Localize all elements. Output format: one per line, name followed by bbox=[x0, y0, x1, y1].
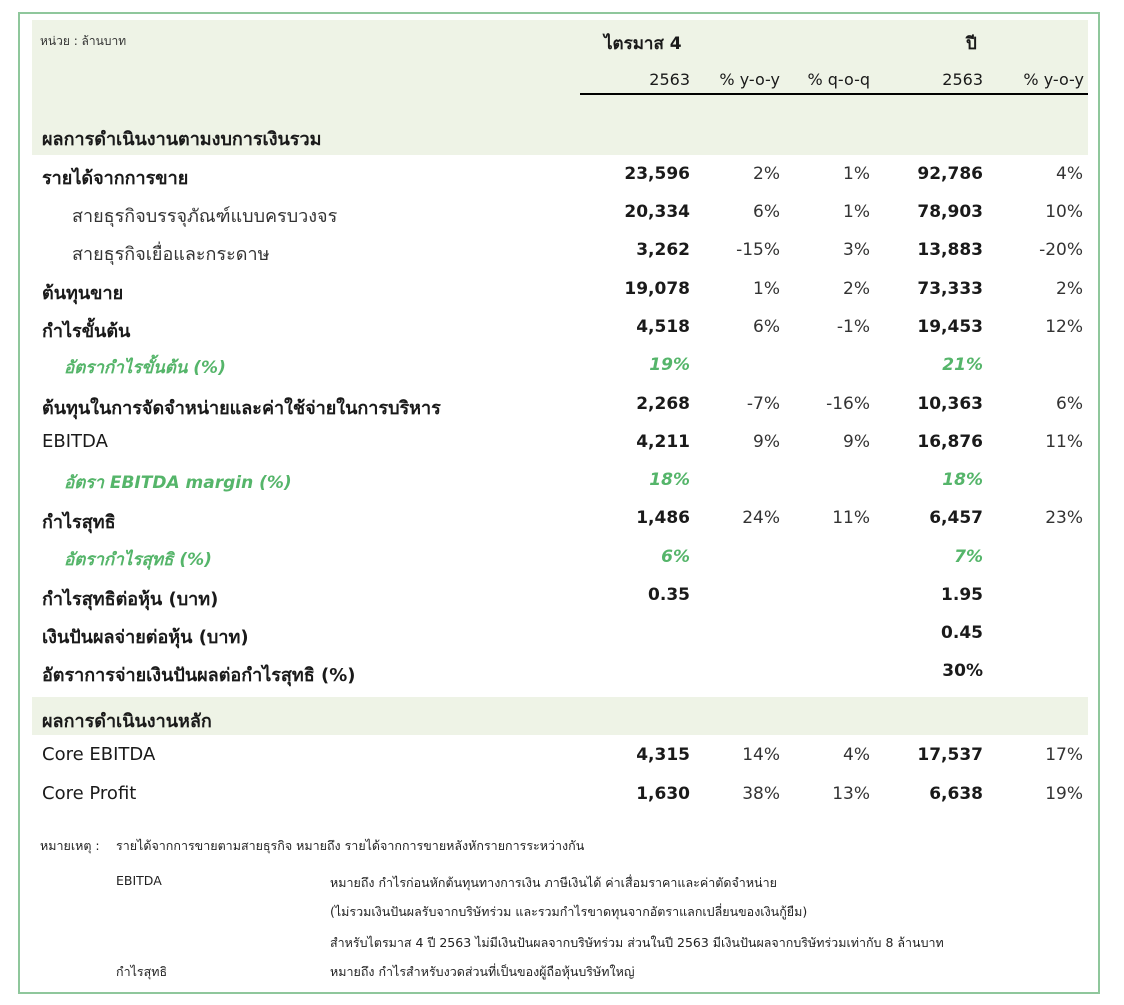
section-title-consolidated: ผลการดำเนินงานตามงบการเงินรวม bbox=[42, 129, 322, 150]
cell-value: 6,638 bbox=[929, 784, 983, 804]
col-header-y-yoy: % y-o-y bbox=[1023, 70, 1084, 89]
header-year: ปี bbox=[966, 34, 977, 54]
row-label: สายธุรกิจเยื่อและกระดาษ bbox=[72, 244, 270, 265]
row-label: กำไรสุทธิ bbox=[42, 512, 116, 533]
cell-value: 1,630 bbox=[636, 784, 690, 804]
cell-value: -16% bbox=[826, 394, 870, 414]
cell-value: 78,903 bbox=[917, 202, 983, 222]
cell-value: 23,596 bbox=[624, 164, 690, 184]
cell-value: 13,883 bbox=[917, 240, 983, 260]
cell-value: 3% bbox=[843, 240, 870, 260]
cell-value: 9% bbox=[843, 432, 870, 452]
cell-value: 19,453 bbox=[917, 317, 983, 337]
row-label: อัตราการจ่ายเงินปันผลต่อกำไรสุทธิ (%) bbox=[42, 665, 356, 686]
cell-value: 6% bbox=[1056, 394, 1083, 414]
col-header-q-yoy: % y-o-y bbox=[719, 70, 780, 89]
row-label: สายธุรกิจบรรจุภัณฑ์แบบครบวงจร bbox=[72, 206, 338, 227]
cell-value: 1.95 bbox=[941, 585, 983, 605]
row-label: รายได้จากการขาย bbox=[42, 168, 189, 189]
cell-value: 6% bbox=[753, 317, 780, 337]
cell-value: 1% bbox=[843, 164, 870, 184]
cell-value: 24% bbox=[742, 508, 780, 528]
cell-value: 23% bbox=[1045, 508, 1083, 528]
row-label: ต้นทุนขาย bbox=[42, 283, 124, 304]
cell-value: 1% bbox=[753, 279, 780, 299]
cell-value: -7% bbox=[746, 394, 780, 414]
row-label: เงินปันผลจ่ายต่อหุ้น (บาท) bbox=[42, 627, 249, 648]
cell-value: 6% bbox=[753, 202, 780, 222]
cell-value: 21% bbox=[942, 355, 983, 375]
cell-value: 19,078 bbox=[624, 279, 690, 299]
note-ebitda-def-1: หมายถึง กำไรก่อนหักต้นทุนทางการเงิน ภาษีเงินได้ ค่าเสื่อมราคาและค่าตัดจำหน่าย bbox=[330, 875, 777, 890]
cell-value: 10% bbox=[1045, 202, 1083, 222]
row-label: กำไรขั้นต้น bbox=[42, 321, 131, 342]
cell-value: 3,262 bbox=[636, 240, 690, 260]
row-label: Core Profit bbox=[42, 783, 137, 804]
unit-label: หน่วย : ล้านบาท bbox=[40, 34, 127, 48]
header-underline bbox=[580, 93, 1088, 95]
row-label: EBITDA bbox=[42, 431, 108, 452]
cell-value: 20,334 bbox=[624, 202, 690, 222]
cell-value: 4,211 bbox=[636, 432, 690, 452]
col-header-q-qoq: % q-o-q bbox=[807, 70, 870, 89]
note-ebitda-def-2: (ไม่รวมเงินปันผลรับจากบริษัทร่วม และรวมกำไรขาดทุนจากอัตราแลกเปลี่ยนของเงินกู้ยืม) bbox=[330, 904, 808, 919]
note-net-profit-def: หมายถึง กำไรสำหรับงวดส่วนที่เป็นของผู้ถือหุ้นบริษัทใหญ่ bbox=[330, 964, 635, 979]
cell-value: 4% bbox=[843, 745, 870, 765]
cell-value: 18% bbox=[942, 470, 983, 490]
cell-value: 18% bbox=[649, 470, 690, 490]
cell-value: 2,268 bbox=[636, 394, 690, 414]
cell-value: 1% bbox=[843, 202, 870, 222]
cell-value: 14% bbox=[742, 745, 780, 765]
cell-value: 19% bbox=[1045, 784, 1083, 804]
row-label: กำไรสุทธิต่อหุ้น (บาท) bbox=[42, 589, 219, 610]
section-title-core: ผลการดำเนินงานหลัก bbox=[42, 711, 212, 732]
cell-value: 10,363 bbox=[917, 394, 983, 414]
col-header-y-2563: 2563 bbox=[942, 70, 983, 89]
cell-value: 17,537 bbox=[917, 745, 983, 765]
cell-value: 6,457 bbox=[929, 508, 983, 528]
cell-value: 11% bbox=[832, 508, 870, 528]
note-ebitda-def-3: สำหรับไตรมาส 4 ปี 2563 ไม่มีเงินปันผลจากบริษัทร่วม ส่วนในปี 2563 มีเงินปันผลจากบริษัทร่วมเท่ากับ 8 ล้านบาท bbox=[330, 935, 944, 950]
cell-value: -20% bbox=[1039, 240, 1083, 260]
cell-value: 30% bbox=[942, 661, 983, 681]
cell-value: 9% bbox=[753, 432, 780, 452]
cell-value: 2% bbox=[753, 164, 780, 184]
cell-value: 4,518 bbox=[636, 317, 690, 337]
cell-value: 13% bbox=[832, 784, 870, 804]
note-line-revenue: รายได้จากการขายตามสายธุรกิจ หมายถึง รายได้จากการขายหลังหักรายการระหว่างกัน bbox=[116, 838, 585, 853]
cell-value: 4,315 bbox=[636, 745, 690, 765]
cell-value: 16,876 bbox=[917, 432, 983, 452]
note-prefix: หมายเหตุ : bbox=[40, 838, 100, 853]
note-term-net-profit: กำไรสุทธิ bbox=[116, 964, 168, 979]
cell-value: 38% bbox=[742, 784, 780, 804]
cell-value: 19% bbox=[649, 355, 690, 375]
col-header-q-2563: 2563 bbox=[649, 70, 690, 89]
cell-value: 12% bbox=[1045, 317, 1083, 337]
row-label: อัตรากำไรขั้นต้น (%) bbox=[64, 358, 226, 378]
cell-value: 2% bbox=[1056, 279, 1083, 299]
cell-value: 73,333 bbox=[917, 279, 983, 299]
cell-value: 0.35 bbox=[648, 585, 690, 605]
cell-value: 6% bbox=[661, 547, 690, 567]
cell-value: 11% bbox=[1045, 432, 1083, 452]
cell-value: 2% bbox=[843, 279, 870, 299]
header-quarter: ไตรมาส 4 bbox=[604, 34, 682, 54]
cell-value: 92,786 bbox=[917, 164, 983, 184]
cell-value: 0.45 bbox=[941, 623, 983, 643]
row-label: อัตรา EBITDA margin (%) bbox=[64, 473, 292, 493]
cell-value: 17% bbox=[1045, 745, 1083, 765]
row-label: ต้นทุนในการจัดจำหน่ายและค่าใช้จ่ายในการบริหาร bbox=[42, 398, 441, 419]
row-label: Core EBITDA bbox=[42, 744, 156, 765]
cell-value: -1% bbox=[836, 317, 870, 337]
note-term-ebitda: EBITDA bbox=[116, 873, 162, 888]
row-label: อัตรากำไรสุทธิ (%) bbox=[64, 550, 212, 570]
cell-value: -15% bbox=[736, 240, 780, 260]
cell-value: 4% bbox=[1056, 164, 1083, 184]
cell-value: 7% bbox=[954, 547, 983, 567]
cell-value: 1,486 bbox=[636, 508, 690, 528]
